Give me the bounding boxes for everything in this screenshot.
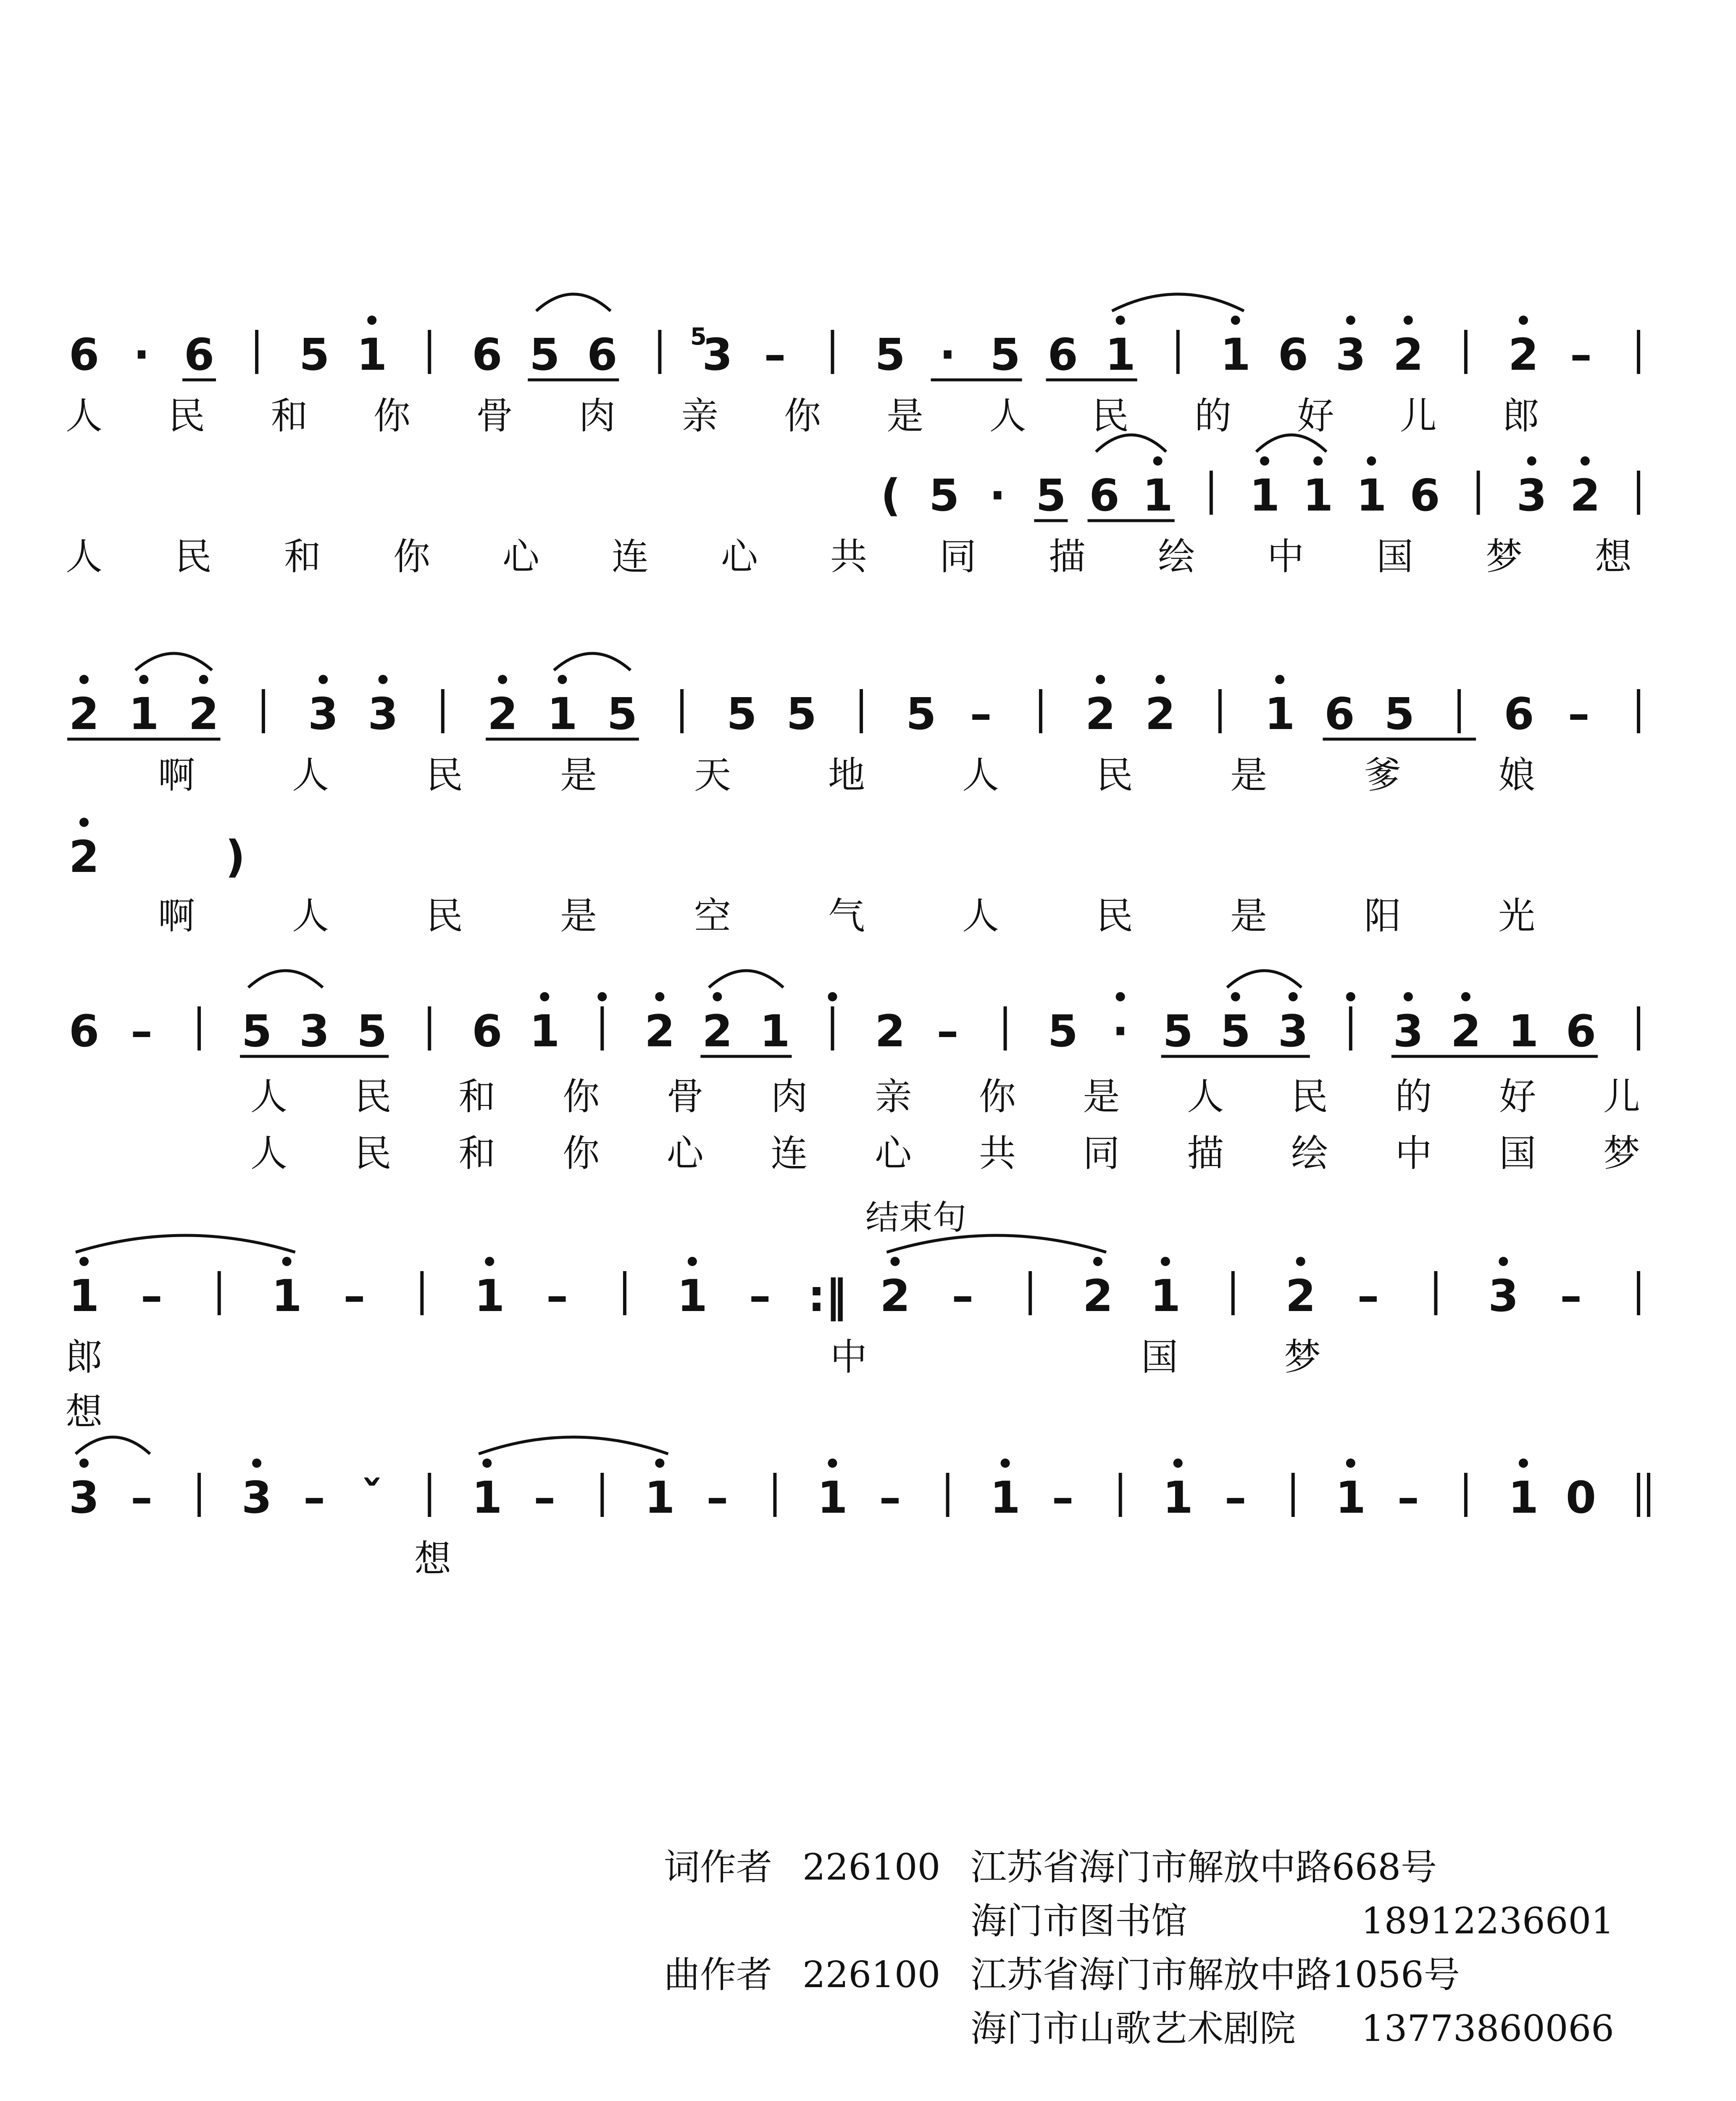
lyric-char: 骨	[666, 1075, 704, 1118]
lyric-char: 心	[721, 535, 758, 578]
note-token: 6	[1047, 329, 1078, 380]
score-notes	[66, 294, 1649, 1580]
high-octave-dot	[379, 675, 388, 684]
lyric-char: 民	[1291, 1075, 1328, 1118]
note-token: 2	[188, 688, 219, 740]
lyric-char: 心	[875, 1132, 912, 1175]
note-token: 1	[677, 1270, 708, 1322]
lyric-char: 国	[1141, 1335, 1178, 1379]
note-token: 2	[1082, 1270, 1113, 1322]
note-token: 1	[1356, 470, 1387, 521]
high-octave-dot	[1519, 316, 1528, 325]
note-token: –	[343, 1270, 366, 1322]
note-token: 1	[547, 688, 578, 740]
lyric-char: 肉	[579, 394, 616, 437]
note-token: 5	[928, 470, 960, 521]
lyric-char: 你	[563, 1132, 600, 1175]
note-token: (	[881, 470, 901, 521]
note-token: 6	[1324, 688, 1355, 740]
slur-mark	[886, 1235, 1106, 1252]
high-octave-dot	[318, 675, 328, 684]
note-token: –	[1357, 1270, 1379, 1322]
note-token: ·	[939, 329, 956, 380]
note-token: 3	[68, 1472, 100, 1523]
note-token: 5	[607, 688, 637, 740]
lyric-char: 儿	[1399, 394, 1437, 437]
note-token: ·	[1112, 1006, 1129, 1057]
note-token: :‖	[808, 1270, 847, 1322]
lyric-char: 是	[1230, 753, 1268, 797]
lyric-char: 共	[978, 1132, 1016, 1175]
note-token: 2	[1508, 329, 1539, 380]
lyric-char: 是	[886, 394, 924, 437]
note-token: ·	[133, 329, 150, 380]
lyricist-organization: 海门市图书馆	[971, 1900, 1187, 1942]
high-octave-dot	[828, 1459, 837, 1468]
high-octave-dot	[199, 675, 208, 684]
high-octave-dot	[1096, 675, 1105, 684]
lyricist-org-row	[664, 1894, 1672, 1948]
lyric-char: 国	[1376, 535, 1414, 578]
high-octave-dot	[1519, 1459, 1528, 1468]
note-token: 1	[817, 1472, 848, 1523]
note-token: 2	[1085, 688, 1116, 740]
slur-mark	[479, 1437, 668, 1454]
high-octave-dot	[1173, 1459, 1183, 1468]
composer-zip: 226100	[802, 1954, 941, 1996]
high-octave-dot	[482, 1459, 492, 1468]
note-token: 6	[1278, 329, 1308, 380]
slur-mark	[1112, 294, 1244, 311]
author-contact-block	[664, 1840, 1672, 2056]
slur-mark	[135, 653, 212, 670]
note-token: 6	[1089, 470, 1120, 521]
lyric-char: 人	[1187, 1075, 1224, 1118]
note-token: 5	[1220, 1006, 1251, 1057]
high-octave-dot	[1116, 992, 1125, 1001]
note-token: 6	[472, 329, 502, 380]
lyric-char: 描	[1048, 535, 1086, 578]
lyric-char: 心	[666, 1132, 704, 1175]
high-octave-dot	[282, 1257, 292, 1266]
note-token: 3	[368, 688, 398, 740]
note-token: 6	[68, 329, 100, 380]
lyric-char: 人	[65, 394, 103, 437]
high-octave-dot	[1093, 1257, 1102, 1266]
lyric-char: 地	[828, 753, 865, 797]
lyric-char: 你	[393, 535, 431, 578]
slur-mark	[76, 1235, 295, 1252]
slur-mark	[1256, 435, 1326, 452]
lyric-char: 郎	[65, 1335, 103, 1379]
lyric-char: 描	[1187, 1132, 1224, 1175]
note-token: 2	[880, 1270, 910, 1322]
note-token: 3	[1278, 1006, 1308, 1057]
lyricist-org-role-blank	[664, 1894, 802, 1948]
lyric-char: 绘	[1291, 1132, 1328, 1175]
note-token: 3	[308, 688, 339, 740]
lyric-char: 好	[1499, 1075, 1536, 1118]
lyric-char: 空	[694, 894, 731, 937]
lyric-char: 你	[978, 1075, 1016, 1118]
note-token: 2	[68, 831, 100, 882]
note-token: 6	[68, 1006, 100, 1057]
lyric-char: 光	[1498, 894, 1536, 937]
note-token: 1	[271, 1270, 302, 1322]
lyric-char: 郎	[1502, 394, 1540, 437]
high-octave-dot	[1346, 992, 1355, 1001]
lyricist-org-zip-blank	[802, 1894, 971, 1948]
lyric-char: 人	[962, 753, 1000, 797]
lyric-char: 想	[414, 1537, 452, 1580]
note-token: –	[1224, 1472, 1247, 1523]
lyricist-address: 江苏省海门市解放中路668号	[971, 1846, 1437, 1888]
lyric-char: 梦	[1284, 1335, 1321, 1379]
note-token: –	[546, 1270, 568, 1322]
lyric-char: 你	[373, 394, 410, 437]
high-octave-dot	[828, 992, 837, 1001]
high-octave-dot	[1001, 1459, 1010, 1468]
lyric-char: 共	[830, 535, 868, 578]
note-token: ·	[989, 470, 1006, 521]
high-octave-dot	[1313, 456, 1323, 466]
high-octave-dot	[139, 675, 148, 684]
high-octave-dot	[655, 992, 664, 1001]
note-token: 5	[786, 688, 817, 740]
high-octave-dot	[1156, 675, 1165, 684]
lyric-char: 想	[65, 1390, 103, 1433]
lyric-char: 心	[502, 535, 540, 578]
note-token: 5	[299, 329, 330, 380]
note-token: 1	[1264, 688, 1295, 740]
composer-org-row	[664, 2002, 1672, 2056]
note-token: 1	[1335, 1472, 1366, 1523]
lyric-char: 人	[65, 535, 103, 578]
lyric-char: 中	[1267, 535, 1305, 578]
lyric-char: 和	[458, 1132, 496, 1175]
lyric-char: 人	[962, 894, 1000, 937]
note-token: –	[952, 1270, 974, 1322]
note-token: 1	[1302, 470, 1334, 521]
lyric-char: 的	[1395, 1075, 1432, 1118]
lyricist-row	[664, 1840, 1672, 1894]
lyric-char: 连	[771, 1132, 808, 1175]
note-token: –	[1560, 1270, 1582, 1322]
note-token: 1	[1163, 1472, 1193, 1523]
lyric-char: 民	[1092, 394, 1129, 437]
note-token: 3	[1516, 470, 1547, 521]
lyric-char: 和	[271, 394, 308, 437]
lyric-char: 绘	[1157, 535, 1195, 578]
slur-mark	[536, 294, 610, 311]
high-octave-dot	[890, 1257, 900, 1266]
note-token: –	[303, 1472, 326, 1523]
high-octave-dot	[1231, 316, 1240, 325]
lyricist-zip: 226100	[802, 1846, 941, 1888]
slur-mark	[1227, 971, 1302, 987]
note-token: 3	[1335, 329, 1366, 380]
lyric-char: 啊	[158, 753, 195, 797]
lyric-char: 民	[174, 535, 212, 578]
high-octave-dot	[1367, 456, 1376, 466]
note-token: 6	[1565, 1006, 1597, 1057]
lyric-char: 儿	[1603, 1075, 1641, 1118]
note-token: 1	[1249, 470, 1280, 521]
lyric-char: 你	[784, 394, 821, 437]
lyric-char: 是	[1083, 1075, 1120, 1118]
lyric-char: 啊	[158, 894, 195, 937]
note-token: –	[131, 1006, 153, 1057]
high-octave-dot	[1404, 992, 1413, 1001]
note-token: 1	[356, 329, 387, 380]
high-octave-dot	[540, 992, 549, 1001]
note-token: 1	[1105, 329, 1136, 380]
note-token: 1	[644, 1472, 675, 1523]
lyric-char: 人	[292, 753, 329, 797]
lyric-char: 肉	[771, 1075, 808, 1118]
high-octave-dot	[1527, 456, 1536, 466]
note-token: 5	[726, 688, 757, 740]
note-token: 6	[1410, 470, 1440, 521]
note-token: 6	[472, 1006, 502, 1057]
lyric-char: 气	[828, 894, 865, 937]
ending-label: 结束句	[865, 1198, 966, 1237]
lyric-char: 民	[354, 1132, 392, 1175]
note-token: –	[1052, 1472, 1074, 1523]
note-token: 2	[1145, 688, 1176, 740]
note-token: 2	[68, 688, 100, 740]
lyric-char: 是	[560, 753, 597, 797]
lyric-char: 的	[1194, 394, 1232, 437]
note-token: 6	[1504, 688, 1534, 740]
composer-organization: 海门市山歌艺术剧院	[971, 2008, 1296, 2050]
lyricist-role: 词作者	[664, 1846, 772, 1888]
note-token: –	[764, 329, 786, 380]
lyric-char: 爹	[1364, 753, 1402, 797]
note-token: 5	[990, 329, 1021, 380]
high-octave-dot	[485, 1257, 494, 1266]
note-token: 1	[1508, 1006, 1539, 1057]
slur-mark	[76, 1437, 150, 1454]
note-token: 1	[1508, 1472, 1539, 1523]
note-token: 1	[68, 1270, 100, 1322]
high-octave-dot	[1153, 456, 1163, 466]
note-token: 5	[1047, 1006, 1078, 1057]
note-token: 2	[1393, 329, 1424, 380]
note-token: 1	[474, 1270, 505, 1322]
note-token: –	[970, 688, 992, 740]
lyric-char: 民	[1096, 753, 1134, 797]
note-token: 2	[644, 1006, 675, 1057]
lyric-char: 连	[611, 535, 649, 578]
lyric-char: 梦	[1485, 535, 1523, 578]
slur-mark	[709, 971, 783, 987]
composer-org-role-blank	[664, 2002, 802, 2056]
high-octave-dot	[655, 1459, 664, 1468]
note-token: 5	[1036, 470, 1066, 521]
lyric-char: 人	[292, 894, 329, 937]
note-token: 1	[472, 1472, 502, 1523]
high-octave-dot	[79, 1459, 89, 1468]
note-token: 5	[241, 1006, 272, 1057]
note-token: 0	[1565, 1472, 1597, 1523]
note-token: 1	[990, 1472, 1021, 1523]
lyric-char: 想	[1594, 535, 1632, 578]
note-token: 2	[1450, 1006, 1481, 1057]
high-octave-dot	[1346, 1459, 1355, 1468]
note-token: –	[140, 1270, 163, 1322]
high-octave-dot	[252, 1459, 261, 1468]
note-token: –	[749, 1270, 771, 1322]
slur-mark	[1096, 435, 1166, 452]
composer-org-zip-blank	[802, 2002, 971, 2056]
grace-note: 5	[690, 323, 707, 350]
high-octave-dot	[498, 675, 507, 684]
note-token: 2	[487, 688, 518, 740]
note-token: –	[1570, 329, 1592, 380]
high-octave-dot	[1275, 675, 1284, 684]
lyric-char: 梦	[1603, 1132, 1641, 1175]
lyric-char: 和	[284, 535, 321, 578]
high-octave-dot	[1231, 992, 1240, 1001]
note-token: 2	[702, 1006, 733, 1057]
note-token: 5	[1163, 1006, 1193, 1057]
lyric-char: 和	[458, 1075, 496, 1118]
high-octave-dot	[1346, 316, 1355, 325]
note-token: 3	[1393, 1006, 1424, 1057]
note-token: 5	[875, 329, 905, 380]
high-octave-dot	[1289, 992, 1298, 1001]
note-token: 3	[702, 329, 733, 380]
note-token: 6	[184, 329, 215, 380]
lyric-char: 骨	[476, 394, 513, 437]
lyric-char: 好	[1297, 394, 1334, 437]
note-token: –	[1397, 1472, 1419, 1523]
high-octave-dot	[713, 992, 722, 1001]
note-token: 3	[299, 1006, 330, 1057]
lyric-char: 你	[563, 1075, 600, 1118]
high-octave-dot	[1116, 316, 1125, 325]
note-token: 3	[241, 1472, 272, 1523]
high-octave-dot	[688, 1257, 697, 1266]
note-token: 5	[906, 688, 936, 740]
high-octave-dot	[79, 675, 89, 684]
lyric-char: 中	[1395, 1132, 1432, 1175]
note-token: 5	[529, 329, 560, 380]
note-token: 3	[1488, 1270, 1519, 1322]
note-token: 6	[587, 329, 618, 380]
slur-mark	[248, 971, 323, 987]
high-octave-dot	[1404, 316, 1413, 325]
note-token: 1	[1150, 1270, 1181, 1322]
lyric-char: 同	[1083, 1132, 1120, 1175]
note-token: 5	[356, 1006, 387, 1057]
lyric-char: 亲	[875, 1075, 912, 1118]
lyric-char: 民	[168, 394, 205, 437]
lyric-char: 天	[694, 753, 731, 797]
high-octave-dot	[1296, 1257, 1305, 1266]
high-octave-dot	[1161, 1257, 1170, 1266]
note-token: 1	[529, 1006, 560, 1057]
note-token: 5	[1384, 688, 1415, 740]
slur-mark	[554, 653, 630, 670]
high-octave-dot	[367, 316, 376, 325]
note-token: 2	[1570, 470, 1601, 521]
note-token: 1	[1220, 329, 1251, 380]
note-token: –	[879, 1472, 901, 1523]
lyric-char: 亲	[681, 394, 718, 437]
note-token: 2	[875, 1006, 905, 1057]
lyric-char: 民	[1096, 894, 1134, 937]
lyric-char: 人	[989, 394, 1026, 437]
lyric-char: 中	[830, 1335, 868, 1379]
note-token: –	[1568, 688, 1590, 740]
high-octave-dot	[1499, 1257, 1508, 1266]
note-token: ˇ	[361, 1472, 383, 1523]
lyric-char: 民	[426, 894, 463, 937]
high-octave-dot	[79, 1257, 89, 1266]
note-token: 1	[1142, 470, 1173, 521]
high-octave-dot	[1581, 456, 1590, 466]
note-token: –	[534, 1472, 556, 1523]
high-octave-dot	[1461, 992, 1470, 1001]
lyricist-phone: 18912236601	[1361, 1900, 1614, 1942]
note-token: 1	[129, 688, 159, 740]
note-token: –	[936, 1006, 959, 1057]
lyric-char: 国	[1499, 1132, 1536, 1175]
lyric-char: 娘	[1498, 753, 1536, 797]
lyric-char: 民	[426, 753, 463, 797]
lyric-char: 同	[939, 535, 977, 578]
high-octave-dot	[558, 675, 567, 684]
composer-phone: 13773860066	[1361, 2008, 1614, 2050]
composer-address: 江苏省海门市解放中路1056号	[971, 1954, 1460, 1996]
composer-row	[664, 1948, 1672, 2002]
note-token: 1	[760, 1006, 790, 1057]
note-token: )	[225, 831, 245, 882]
composer-role: 曲作者	[664, 1954, 772, 1996]
high-octave-dot	[79, 818, 89, 827]
lyric-char: 阳	[1364, 894, 1402, 937]
lyric-char: 是	[560, 894, 597, 937]
high-octave-dot	[597, 992, 607, 1001]
lyric-char: 人	[250, 1132, 288, 1175]
note-token: 2	[1285, 1270, 1316, 1322]
lyric-char: 民	[354, 1075, 392, 1118]
note-token: –	[131, 1472, 153, 1523]
lyric-char: 是	[1230, 894, 1268, 937]
note-token: –	[706, 1472, 729, 1523]
high-octave-dot	[1260, 456, 1269, 466]
lyric-char: 人	[250, 1075, 288, 1118]
